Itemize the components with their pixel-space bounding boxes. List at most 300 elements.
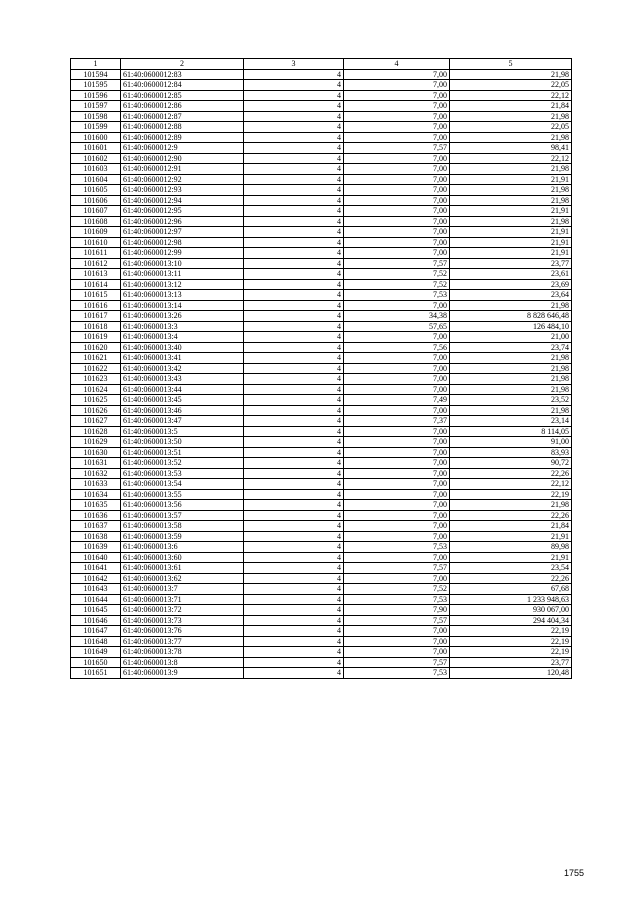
col5-cell: 21,84 [450,101,572,112]
row-id-cell: 101627 [71,416,121,427]
col3-cell: 4 [244,258,344,269]
col5-cell: 23,69 [450,279,572,290]
col3-cell: 4 [244,353,344,364]
col4-cell: 7,00 [344,384,450,395]
col4-cell: 7,00 [344,405,450,416]
row-id-cell: 101624 [71,384,121,395]
col5-cell: 21,91 [450,206,572,217]
row-id-cell: 101639 [71,542,121,553]
col5-cell: 21,00 [450,332,572,343]
col4-cell: 7,53 [344,290,450,301]
row-id-cell: 101638 [71,531,121,542]
col4-cell: 7,00 [344,353,450,364]
col5-cell: 930 067,00 [450,605,572,616]
row-id-cell: 101622 [71,363,121,374]
col3-cell: 4 [244,90,344,101]
cadastral-number-cell: 61:40:0600012:83 [121,69,244,80]
col3-cell: 4 [244,227,344,238]
col5-cell: 23,54 [450,563,572,574]
row-id-cell: 101618 [71,321,121,332]
row-id-cell: 101613 [71,269,121,280]
col4-cell: 7,90 [344,605,450,616]
col5-cell: 23,77 [450,258,572,269]
col5-cell: 21,98 [450,353,572,364]
table-row [71,657,572,668]
col3-cell: 4 [244,563,344,574]
col3-cell: 4 [244,395,344,406]
table-row [71,510,572,521]
col5-cell: 22,12 [450,90,572,101]
table-row [71,300,572,311]
table-row [71,363,572,374]
col4-cell: 7,00 [344,69,450,80]
registry-table-container [70,58,572,679]
col5-cell: 23,77 [450,657,572,668]
header-col-5: 5 [450,59,572,70]
table-row [71,458,572,469]
row-id-cell: 101629 [71,437,121,448]
col4-cell: 7,57 [344,615,450,626]
cadastral-number-cell: 61:40:0600012:88 [121,122,244,133]
col4-cell: 7,00 [344,122,450,133]
cadastral-number-cell: 61:40:0600013:8 [121,657,244,668]
row-id-cell: 101604 [71,174,121,185]
col4-cell: 7,00 [344,195,450,206]
table-row [71,626,572,637]
col5-cell: 21,98 [450,216,572,227]
row-id-cell: 101631 [71,458,121,469]
table-row [71,153,572,164]
row-id-cell: 101602 [71,153,121,164]
table-row [71,185,572,196]
col3-cell: 4 [244,269,344,280]
row-id-cell: 101646 [71,615,121,626]
row-id-cell: 101626 [71,405,121,416]
col4-cell: 7,00 [344,111,450,122]
table-row [71,111,572,122]
table-row [71,447,572,458]
col5-cell: 22,19 [450,626,572,637]
col3-cell: 4 [244,458,344,469]
col3-cell: 4 [244,405,344,416]
cadastral-number-cell: 61:40:0600012:89 [121,132,244,143]
col5-cell: 21,98 [450,363,572,374]
row-id-cell: 101640 [71,552,121,563]
col5-cell: 22,19 [450,647,572,658]
table-row [71,122,572,133]
cadastral-number-cell: 61:40:0600013:50 [121,437,244,448]
col5-cell: 23,14 [450,416,572,427]
table-row [71,426,572,437]
col5-cell: 21,98 [450,384,572,395]
col3-cell: 4 [244,185,344,196]
row-id-cell: 101632 [71,468,121,479]
col4-cell: 7,53 [344,668,450,679]
col4-cell: 7,00 [344,647,450,658]
col4-cell: 7,00 [344,164,450,175]
col5-cell: 21,98 [450,111,572,122]
cadastral-number-cell: 61:40:0600013:58 [121,521,244,532]
cadastral-number-cell: 61:40:0600013:12 [121,279,244,290]
table-row [71,279,572,290]
cadastral-number-cell: 61:40:0600013:78 [121,647,244,658]
cadastral-number-cell: 61:40:0600013:9 [121,668,244,679]
table-row [71,416,572,427]
cadastral-number-cell: 61:40:0600013:54 [121,479,244,490]
col4-cell: 7,00 [344,626,450,637]
col3-cell: 4 [244,552,344,563]
col3-cell: 4 [244,69,344,80]
table-row [71,311,572,322]
col3-cell: 4 [244,636,344,647]
cadastral-number-cell: 61:40:0600012:85 [121,90,244,101]
col5-cell: 21,98 [450,164,572,175]
col5-cell: 21,98 [450,132,572,143]
col4-cell: 7,57 [344,143,450,154]
cadastral-number-cell: 61:40:0600013:14 [121,300,244,311]
col3-cell: 4 [244,584,344,595]
table-row [71,132,572,143]
cadastral-number-cell: 61:40:0600013:62 [121,573,244,584]
col3-cell: 4 [244,290,344,301]
header-col-4: 4 [344,59,450,70]
col4-cell: 7,53 [344,594,450,605]
col4-cell: 7,49 [344,395,450,406]
registry-table [70,58,572,679]
cadastral-number-cell: 61:40:0600012:9 [121,143,244,154]
row-id-cell: 101596 [71,90,121,101]
col4-cell: 7,52 [344,584,450,595]
col5-cell: 21,91 [450,531,572,542]
col3-cell: 4 [244,206,344,217]
row-id-cell: 101611 [71,248,121,259]
row-id-cell: 101614 [71,279,121,290]
table-row [71,206,572,217]
col4-cell: 7,00 [344,185,450,196]
cadastral-number-cell: 61:40:0600013:51 [121,447,244,458]
table-row [71,101,572,112]
row-id-cell: 101619 [71,332,121,343]
row-id-cell: 101634 [71,489,121,500]
col3-cell: 4 [244,122,344,133]
col4-cell: 7,00 [344,227,450,238]
table-row [71,269,572,280]
table-row [71,195,572,206]
col3-cell: 4 [244,311,344,322]
col4-cell: 7,00 [344,479,450,490]
col4-cell: 7,00 [344,447,450,458]
col5-cell: 22,12 [450,153,572,164]
row-id-cell: 101612 [71,258,121,269]
cadastral-number-cell: 61:40:0600013:3 [121,321,244,332]
col5-cell: 23,64 [450,290,572,301]
col5-cell: 21,98 [450,500,572,511]
table-row [71,552,572,563]
cadastral-number-cell: 61:40:0600012:97 [121,227,244,238]
cadastral-number-cell: 61:40:0600013:52 [121,458,244,469]
col5-cell: 22,05 [450,122,572,133]
col5-cell: 21,91 [450,227,572,238]
col4-cell: 7,00 [344,206,450,217]
col5-cell: 1 233 948,63 [450,594,572,605]
row-id-cell: 101600 [71,132,121,143]
table-row [71,468,572,479]
col3-cell: 4 [244,626,344,637]
row-id-cell: 101609 [71,227,121,238]
col5-cell: 22,26 [450,468,572,479]
table-row [71,563,572,574]
col4-cell: 7,52 [344,269,450,280]
row-id-cell: 101617 [71,311,121,322]
table-row [71,342,572,353]
table-body [71,69,572,678]
col4-cell: 34,38 [344,311,450,322]
table-row [71,479,572,490]
row-id-cell: 101637 [71,521,121,532]
col4-cell: 7,00 [344,521,450,532]
cadastral-number-cell: 61:40:0600012:94 [121,195,244,206]
col5-cell: 21,98 [450,185,572,196]
col4-cell: 7,00 [344,458,450,469]
col4-cell: 7,00 [344,132,450,143]
col4-cell: 7,00 [344,500,450,511]
col4-cell: 7,00 [344,332,450,343]
col4-cell: 7,57 [344,563,450,574]
table-row [71,500,572,511]
col5-cell: 83,93 [450,447,572,458]
table-row [71,353,572,364]
col3-cell: 4 [244,174,344,185]
row-id-cell: 101599 [71,122,121,133]
col5-cell: 120,48 [450,668,572,679]
col5-cell: 8 114,05 [450,426,572,437]
col3-cell: 4 [244,195,344,206]
table-row [71,216,572,227]
col4-cell: 7,57 [344,657,450,668]
row-id-cell: 101633 [71,479,121,490]
table-row [71,332,572,343]
cadastral-number-cell: 61:40:0600012:92 [121,174,244,185]
cadastral-number-cell: 61:40:0600012:93 [121,185,244,196]
col4-cell: 7,52 [344,279,450,290]
table-row [71,174,572,185]
col5-cell: 21,98 [450,69,572,80]
table-row [71,395,572,406]
col3-cell: 4 [244,321,344,332]
col5-cell: 23,61 [450,269,572,280]
col4-cell: 7,00 [344,80,450,91]
col5-cell: 294 404,34 [450,615,572,626]
table-row [71,647,572,658]
table-row [71,573,572,584]
cadastral-number-cell: 61:40:0600013:53 [121,468,244,479]
col3-cell: 4 [244,594,344,605]
col3-cell: 4 [244,384,344,395]
col5-cell: 22,26 [450,510,572,521]
row-id-cell: 101628 [71,426,121,437]
cadastral-number-cell: 61:40:0600013:5 [121,426,244,437]
col5-cell: 21,91 [450,174,572,185]
cadastral-number-cell: 61:40:0600013:56 [121,500,244,511]
cadastral-number-cell: 61:40:0600013:42 [121,363,244,374]
col4-cell: 7,57 [344,258,450,269]
cadastral-number-cell: 61:40:0600013:76 [121,626,244,637]
cadastral-number-cell: 61:40:0600012:91 [121,164,244,175]
col5-cell: 67,68 [450,584,572,595]
col3-cell: 4 [244,164,344,175]
table-row [71,542,572,553]
col5-cell: 23,52 [450,395,572,406]
col5-cell: 22,05 [450,80,572,91]
row-id-cell: 101607 [71,206,121,217]
col4-cell: 7,00 [344,510,450,521]
cadastral-number-cell: 61:40:0600013:40 [121,342,244,353]
table-row [71,164,572,175]
col4-cell: 7,56 [344,342,450,353]
col3-cell: 4 [244,300,344,311]
col5-cell: 22,12 [450,479,572,490]
col5-cell: 21,91 [450,248,572,259]
col3-cell: 4 [244,437,344,448]
col4-cell: 7,00 [344,468,450,479]
cadastral-number-cell: 61:40:0600013:7 [121,584,244,595]
row-id-cell: 101601 [71,143,121,154]
row-id-cell: 101642 [71,573,121,584]
cadastral-number-cell: 61:40:0600013:44 [121,384,244,395]
row-id-cell: 101641 [71,563,121,574]
table-row [71,258,572,269]
table-row [71,227,572,238]
row-id-cell: 101651 [71,668,121,679]
col3-cell: 4 [244,279,344,290]
row-id-cell: 101605 [71,185,121,196]
cadastral-number-cell: 61:40:0600013:71 [121,594,244,605]
header-col-2: 2 [121,59,244,70]
col4-cell: 7,00 [344,101,450,112]
col3-cell: 4 [244,426,344,437]
col4-cell: 7,00 [344,216,450,227]
cadastral-number-cell: 61:40:0600013:46 [121,405,244,416]
cadastral-number-cell: 61:40:0600013:72 [121,605,244,616]
col3-cell: 4 [244,416,344,427]
col4-cell: 7,00 [344,300,450,311]
col4-cell: 7,00 [344,426,450,437]
col4-cell: 7,00 [344,237,450,248]
col4-cell: 7,00 [344,437,450,448]
col4-cell: 7,00 [344,636,450,647]
row-id-cell: 101603 [71,164,121,175]
row-id-cell: 101598 [71,111,121,122]
col5-cell: 22,19 [450,636,572,647]
cadastral-number-cell: 61:40:0600013:55 [121,489,244,500]
col4-cell: 7,00 [344,531,450,542]
col5-cell: 90,72 [450,458,572,469]
col4-cell: 7,37 [344,416,450,427]
header-row [71,59,572,70]
col3-cell: 4 [244,647,344,658]
row-id-cell: 101621 [71,353,121,364]
table-row [71,521,572,532]
table-row [71,374,572,385]
table-row [71,237,572,248]
cadastral-number-cell: 61:40:0600013:41 [121,353,244,364]
cadastral-number-cell: 61:40:0600013:73 [121,615,244,626]
cadastral-number-cell: 61:40:0600013:11 [121,269,244,280]
row-id-cell: 101643 [71,584,121,595]
col5-cell: 98,41 [450,143,572,154]
col4-cell: 7,00 [344,573,450,584]
row-id-cell: 101636 [71,510,121,521]
col3-cell: 4 [244,332,344,343]
row-id-cell: 101616 [71,300,121,311]
row-id-cell: 101625 [71,395,121,406]
table-row [71,531,572,542]
row-id-cell: 101606 [71,195,121,206]
col5-cell: 21,84 [450,521,572,532]
col3-cell: 4 [244,101,344,112]
cadastral-number-cell: 61:40:0600012:87 [121,111,244,122]
row-id-cell: 101648 [71,636,121,647]
col3-cell: 4 [244,573,344,584]
table-row [71,615,572,626]
col5-cell: 23,74 [450,342,572,353]
col4-cell: 7,00 [344,489,450,500]
cadastral-number-cell: 61:40:0600013:6 [121,542,244,553]
col3-cell: 4 [244,216,344,227]
table-row [71,636,572,647]
col5-cell: 126 484,10 [450,321,572,332]
row-id-cell: 101594 [71,69,121,80]
col3-cell: 4 [244,657,344,668]
col3-cell: 4 [244,342,344,353]
col3-cell: 4 [244,615,344,626]
col5-cell: 8 828 646,48 [450,311,572,322]
col5-cell: 21,98 [450,405,572,416]
cadastral-number-cell: 61:40:0600012:98 [121,237,244,248]
col3-cell: 4 [244,510,344,521]
cadastral-number-cell: 61:40:0600013:60 [121,552,244,563]
table-row [71,69,572,80]
row-id-cell: 101644 [71,594,121,605]
row-id-cell: 101623 [71,374,121,385]
cadastral-number-cell: 61:40:0600012:90 [121,153,244,164]
table-row [71,384,572,395]
table-row [71,405,572,416]
col3-cell: 4 [244,363,344,374]
col3-cell: 4 [244,542,344,553]
cadastral-number-cell: 61:40:0600013:43 [121,374,244,385]
cadastral-number-cell: 61:40:0600012:99 [121,248,244,259]
col4-cell: 7,00 [344,363,450,374]
table-row [71,321,572,332]
col4-cell: 7,00 [344,552,450,563]
col3-cell: 4 [244,447,344,458]
col4-cell: 7,53 [344,542,450,553]
col5-cell: 21,91 [450,552,572,563]
cadastral-number-cell: 61:40:0600013:77 [121,636,244,647]
table-row [71,594,572,605]
cadastral-number-cell: 61:40:0600012:95 [121,206,244,217]
cadastral-number-cell: 61:40:0600012:86 [121,101,244,112]
row-id-cell: 101650 [71,657,121,668]
row-id-cell: 101645 [71,605,121,616]
row-id-cell: 101615 [71,290,121,301]
table-row [71,248,572,259]
col3-cell: 4 [244,237,344,248]
row-id-cell: 101620 [71,342,121,353]
col5-cell: 89,98 [450,542,572,553]
row-id-cell: 101608 [71,216,121,227]
